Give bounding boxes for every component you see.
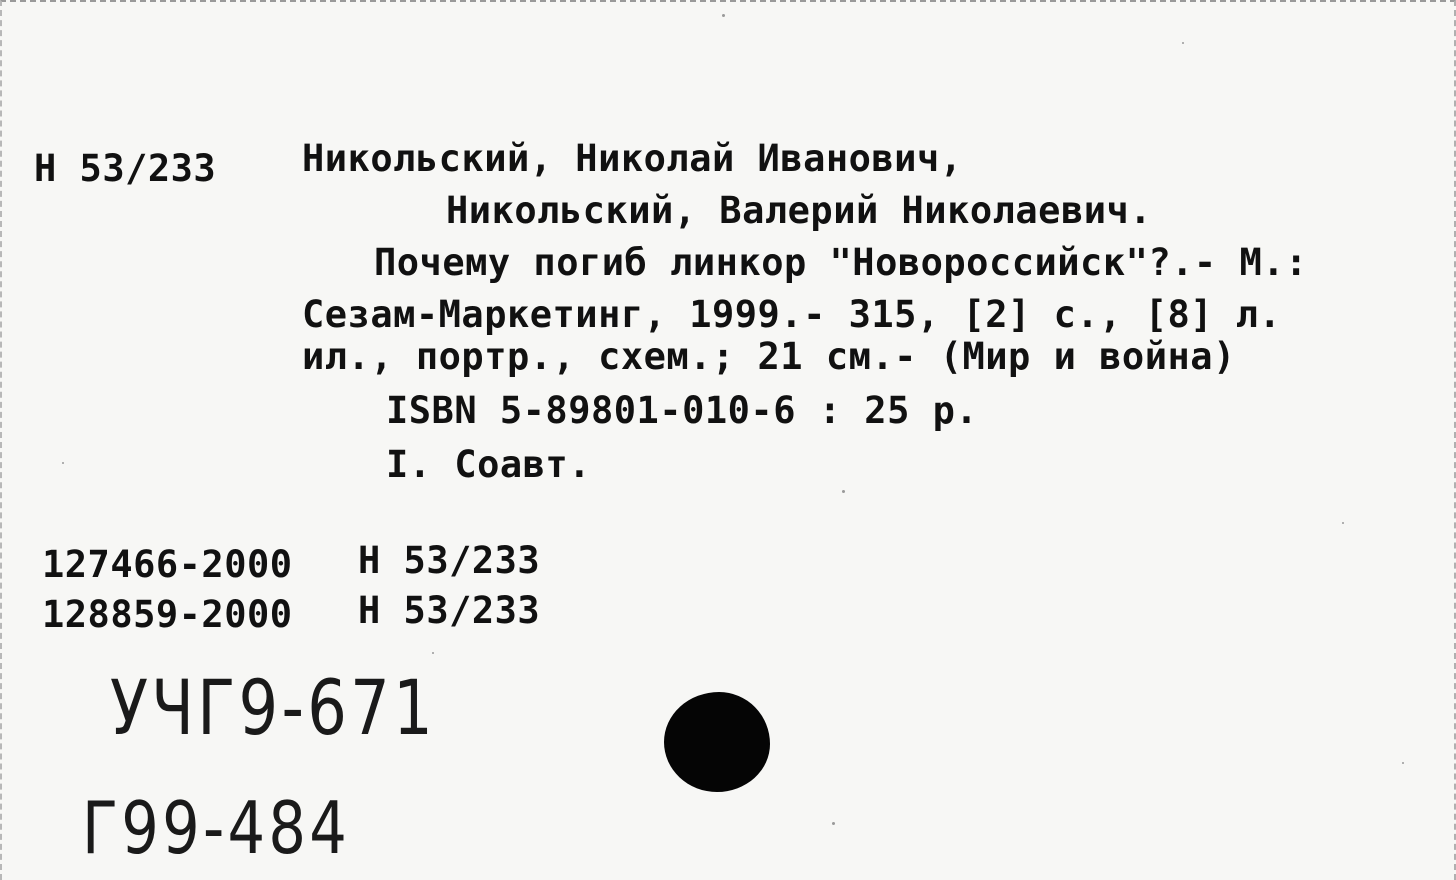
isbn-line: ISBN 5-89801-010-6 : 25 р. — [386, 389, 979, 432]
holding-inventory-1: 127466-2000 — [42, 543, 293, 586]
call-number: Н 53/233 — [34, 147, 217, 190]
author-line-2: Никольский, Валерий Николаевич. — [446, 189, 1153, 232]
coauthor-line: I. Соавт. — [386, 443, 591, 486]
scan-speck — [1402, 762, 1404, 764]
handwritten-code-2: Г99-484 — [82, 786, 351, 870]
physical-description-line: ил., портр., схем.; 21 см.- (Мир и война) — [302, 335, 1236, 378]
scan-speck — [842, 490, 845, 493]
author-line-1: Никольский, Николай Иванович, — [302, 137, 963, 180]
publication-line: Сезам-Маркетинг, 1999.- 315, [2] с., [8] л. — [302, 293, 1282, 336]
scan-speck — [722, 14, 725, 17]
scan-speck — [1182, 42, 1184, 44]
title-line: Почему погиб линкор "Новороссийск"?.- М.: — [374, 241, 1308, 284]
scan-speck — [832, 822, 835, 825]
holding-shelf-2: Н 53/233 — [358, 589, 541, 632]
scan-speck — [62, 462, 64, 464]
punch-hole — [664, 692, 770, 792]
holding-inventory-2: 128859-2000 — [42, 593, 293, 636]
scan-speck — [432, 652, 434, 654]
handwritten-code-1: УЧГ9-671 — [110, 663, 437, 752]
holding-shelf-1: Н 53/233 — [358, 539, 541, 582]
scan-speck — [1342, 522, 1344, 524]
